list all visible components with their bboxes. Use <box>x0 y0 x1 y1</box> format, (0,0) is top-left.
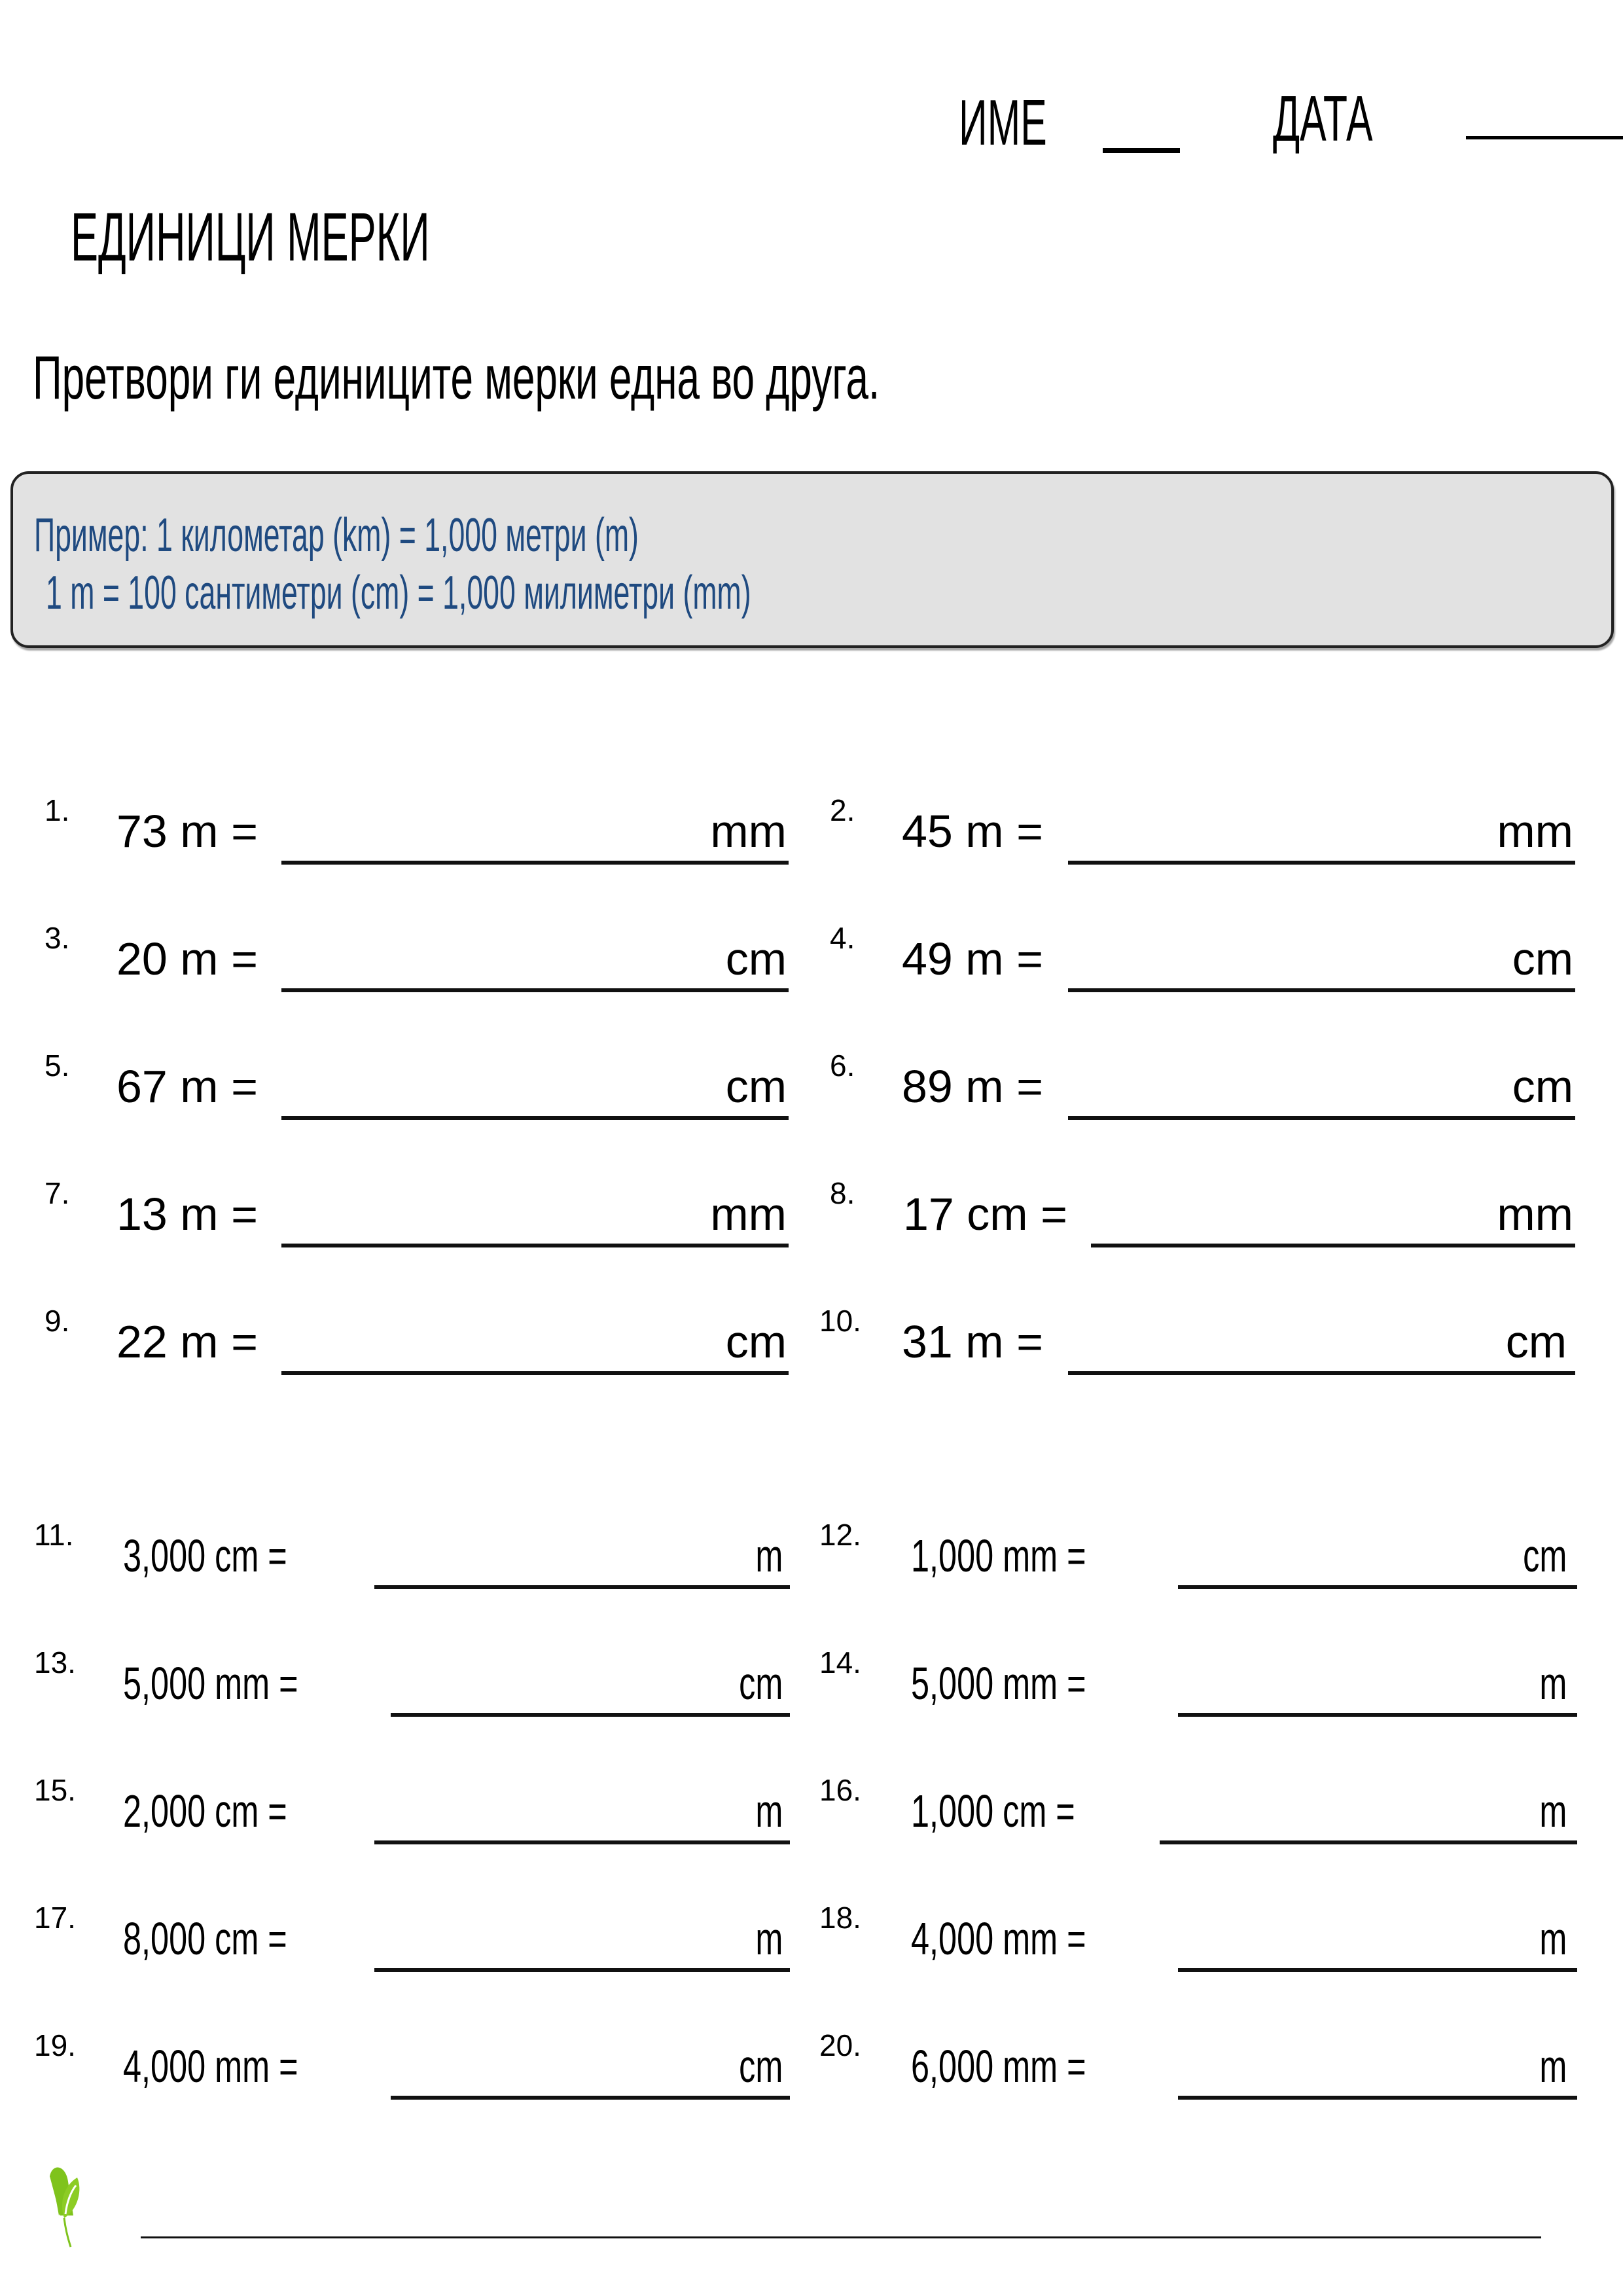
problem-number: 9. <box>45 1304 70 1338</box>
problem-6 <box>826 1050 1578 1122</box>
answer-unit: mm <box>710 806 787 857</box>
problem-17 <box>34 1903 793 1975</box>
answer-field[interactable] <box>1178 2096 1577 2100</box>
problem-expression: 31 m = <box>902 1316 1043 1367</box>
answer-field[interactable] <box>374 1840 790 1844</box>
answer-unit: cm <box>725 933 787 984</box>
answer-field[interactable] <box>391 1713 790 1717</box>
problem-number: 3. <box>45 921 70 955</box>
answer-unit: m <box>755 1785 783 1837</box>
problem-expression: 45 m = <box>902 806 1043 857</box>
problem-4 <box>826 923 1578 995</box>
answer-unit: cm <box>1505 1316 1567 1367</box>
problem-8 <box>826 1178 1578 1250</box>
problem-number: 13. <box>34 1645 76 1679</box>
answer-unit: m <box>1539 2041 1567 2092</box>
answer-unit: cm <box>725 1316 787 1367</box>
problem-number: 8. <box>830 1176 855 1210</box>
problem-number: 1. <box>45 793 70 827</box>
problem-12 <box>819 1520 1578 1592</box>
problem-5 <box>39 1050 792 1122</box>
answer-field[interactable] <box>1068 988 1575 992</box>
answer-field[interactable] <box>1160 1840 1577 1844</box>
date-field[interactable] <box>1466 136 1623 139</box>
answer-field[interactable] <box>1091 1244 1575 1247</box>
answer-field[interactable] <box>374 1585 790 1589</box>
problem-expression: 49 m = <box>902 933 1043 984</box>
name-label: ИМЕ <box>959 86 1047 158</box>
problem-number: 17. <box>34 1901 76 1935</box>
name-date-header <box>955 79 1603 157</box>
problem-number: 16. <box>819 1773 861 1807</box>
problem-number: 2. <box>830 793 855 827</box>
answer-field[interactable] <box>1068 1116 1575 1120</box>
example-line-1: Пример: 1 километар (km) = 1,000 метри (m) <box>34 509 639 562</box>
problem-7 <box>39 1178 792 1250</box>
problem-number: 7. <box>45 1176 70 1210</box>
problem-expression: 89 m = <box>902 1061 1043 1112</box>
page-title: ЕДИНИЦИ МЕРКИ <box>71 199 430 276</box>
answer-unit: m <box>755 1530 783 1581</box>
answer-field[interactable] <box>281 1371 789 1375</box>
problem-expression: 67 m = <box>116 1061 258 1112</box>
problem-number: 20. <box>819 2028 861 2062</box>
problem-9 <box>39 1306 792 1378</box>
answer-field[interactable] <box>374 1968 790 1972</box>
answer-unit: cm <box>1522 1530 1567 1581</box>
answer-field[interactable] <box>1178 1968 1577 1972</box>
problem-number: 15. <box>34 1773 76 1807</box>
problem-number: 19. <box>34 2028 76 2062</box>
answer-field[interactable] <box>281 988 789 992</box>
problem-2 <box>826 795 1578 867</box>
answer-unit: mm <box>710 1189 787 1240</box>
answer-unit: cm <box>738 2041 783 2092</box>
problem-number: 12. <box>819 1518 861 1552</box>
problem-11 <box>34 1520 793 1592</box>
problem-number: 18. <box>819 1901 861 1935</box>
problem-expression: 20 m = <box>116 933 258 984</box>
problem-1 <box>39 795 792 867</box>
problem-number: 4. <box>830 921 855 955</box>
answer-unit: mm <box>1497 806 1573 857</box>
problem-number: 10. <box>819 1304 861 1338</box>
problem-13 <box>34 1647 793 1719</box>
problem-expression: 1,000 cm = <box>911 1785 1075 1837</box>
problem-expression: 5,000 mm = <box>123 1658 298 1709</box>
answer-field[interactable] <box>1068 1371 1575 1375</box>
problem-expression: 3,000 cm = <box>123 1530 287 1581</box>
problem-expression: 5,000 mm = <box>911 1658 1086 1709</box>
answer-field[interactable] <box>1178 1585 1577 1589</box>
example-line-2: 1 m = 100 сантиметри (cm) = 1,000 милиметри (mm) <box>46 567 751 619</box>
problem-14 <box>819 1647 1578 1719</box>
problem-number: 5. <box>45 1049 70 1083</box>
problem-expression: 8,000 cm = <box>123 1913 287 1964</box>
answer-field[interactable] <box>281 1116 789 1120</box>
problem-18 <box>819 1903 1578 1975</box>
problem-expression: 2,000 cm = <box>123 1785 287 1837</box>
answer-unit: m <box>1539 1913 1567 1964</box>
answer-field[interactable] <box>1178 1713 1577 1717</box>
problem-15 <box>34 1775 793 1847</box>
leaf-icon <box>39 2163 144 2255</box>
problem-number: 11. <box>34 1518 74 1552</box>
problem-expression: 1,000 mm = <box>911 1530 1086 1581</box>
answer-field[interactable] <box>1068 861 1575 865</box>
answer-field[interactable] <box>391 2096 790 2100</box>
answer-field[interactable] <box>281 1244 789 1247</box>
footer-divider <box>141 2236 1541 2238</box>
problem-20 <box>819 2030 1578 2102</box>
answer-unit: cm <box>725 1061 787 1112</box>
problem-expression: 4,000 mm = <box>911 1913 1086 1964</box>
answer-unit: mm <box>1497 1189 1573 1240</box>
instruction-text: Претвори ги единиците мерки една во друга. <box>33 343 880 412</box>
answer-unit: cm <box>1512 933 1573 984</box>
problem-3 <box>39 923 792 995</box>
example-box <box>10 471 1614 648</box>
answer-unit: m <box>1539 1658 1567 1709</box>
problem-expression: 13 m = <box>116 1189 258 1240</box>
problem-expression: 17 cm = <box>903 1189 1067 1240</box>
problem-expression: 6,000 mm = <box>911 2041 1086 2092</box>
problem-10 <box>819 1306 1578 1378</box>
answer-unit: m <box>755 1913 783 1964</box>
problem-expression: 73 m = <box>116 806 258 857</box>
problem-number: 6. <box>830 1049 855 1083</box>
problem-19 <box>34 2030 793 2102</box>
answer-unit: cm <box>1512 1061 1573 1112</box>
name-field[interactable] <box>1103 148 1180 153</box>
answer-unit: cm <box>738 1658 783 1709</box>
date-label: ДАТА <box>1273 82 1373 154</box>
problem-expression: 22 m = <box>116 1316 258 1367</box>
problem-16 <box>819 1775 1578 1847</box>
answer-unit: m <box>1539 1785 1567 1837</box>
answer-field[interactable] <box>281 861 789 865</box>
problem-number: 14. <box>819 1645 861 1679</box>
problem-expression: 4,000 mm = <box>123 2041 298 2092</box>
